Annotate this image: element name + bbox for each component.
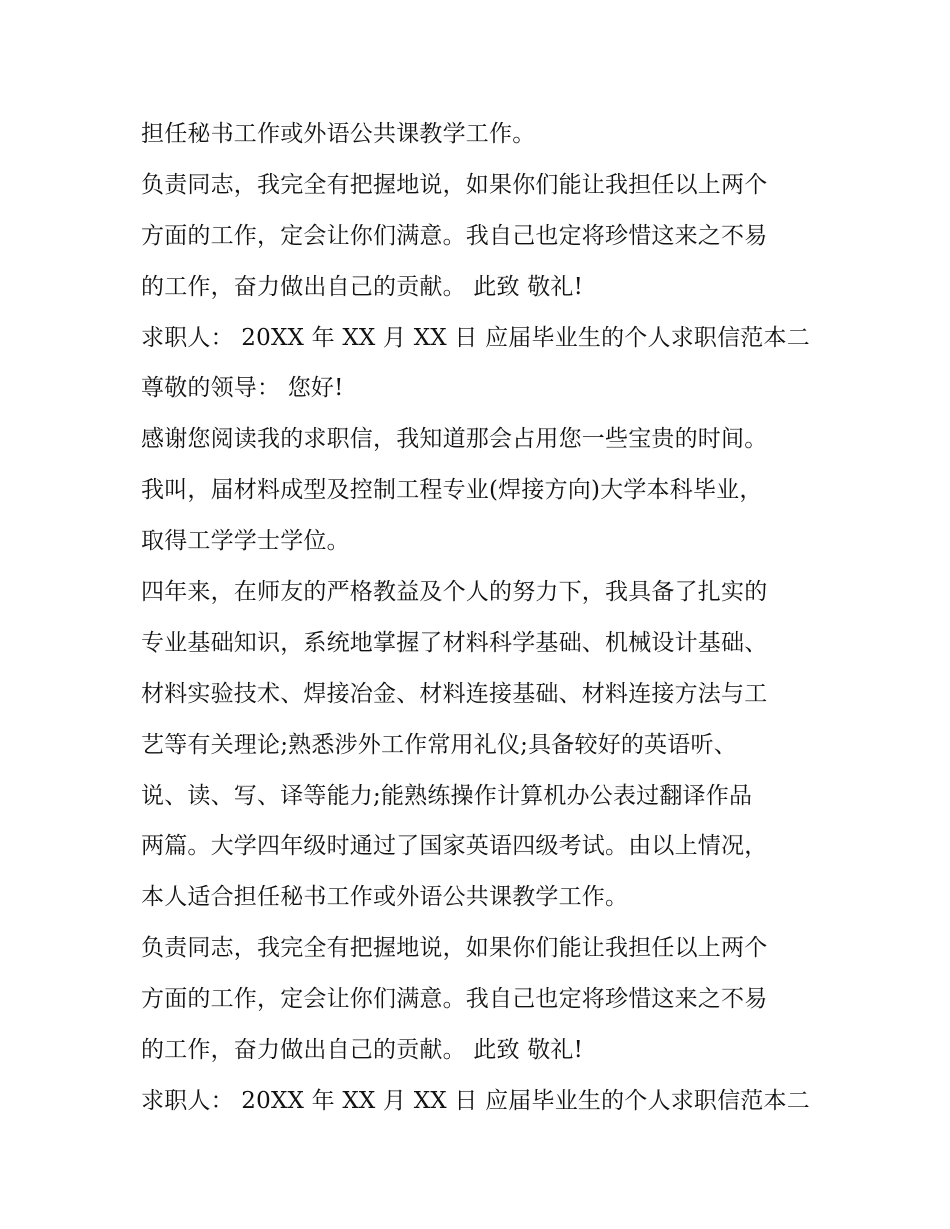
text-line: 尊敬的领导： 您好! — [141, 375, 344, 402]
text-line: 两篇。大学四年级时通过了国家英语四级考试。由以上情况， — [141, 833, 768, 860]
text-line: 求职人： 20XX 年 XX 月 XX 日 应届毕业生的个人求职信范本二 — [141, 324, 810, 351]
text-line: 感谢您阅读我的求职信，我知道那会占用您一些宝贵的时间。 — [141, 426, 768, 453]
text-line: 四年来，在师友的严格教益及个人的努力下，我具备了扎实的 — [141, 579, 768, 606]
text-line: 材料实验技术、焊接冶金、材料连接基础、材料连接方法与工 — [141, 680, 768, 707]
text-line: 负责同志，我完全有把握地说，如果你们能让我担任以上两个 — [141, 935, 768, 962]
text-line: 艺等有关理论;熟悉涉外工作常用礼仪;具备较好的英语听、 — [141, 731, 737, 758]
text-line: 专业基础知识，系统地掌握了材料科学基础、机械设计基础、 — [141, 629, 768, 656]
text-line: 说、读、写、译等能力;能熟练操作计算机办公表过翻译作品 — [141, 782, 753, 809]
text-line: 的工作，奋力做出自己的贡献。 此致 敬礼! — [141, 273, 584, 300]
text-line: 求职人： 20XX 年 XX 月 XX 日 应届毕业生的个人求职信范本二 — [141, 1087, 810, 1114]
text-line: 担任秘书工作或外语公共课教学工作。 — [141, 121, 536, 147]
text-line: 负责同志，我完全有把握地说，如果你们能让我担任以上两个 — [141, 171, 768, 198]
text-line: 本人适合担任秘书工作或外语公共课教学工作。 — [141, 884, 629, 911]
text-line: 我叫，届材料成型及控制工程专业(焊接方向)大学本科毕业， — [141, 477, 763, 504]
text-line: 方面的工作，定会让你们满意。我自己也定将珍惜这来之不易 — [141, 222, 768, 249]
text-line: 的工作，奋力做出自己的贡献。 此致 敬礼! — [141, 1037, 584, 1064]
text-line: 方面的工作，定会让你们满意。我自己也定将珍惜这来之不易 — [141, 986, 768, 1013]
document-body — [141, 109, 831, 1127]
text-line: 取得工学学士学位。 — [141, 528, 350, 555]
